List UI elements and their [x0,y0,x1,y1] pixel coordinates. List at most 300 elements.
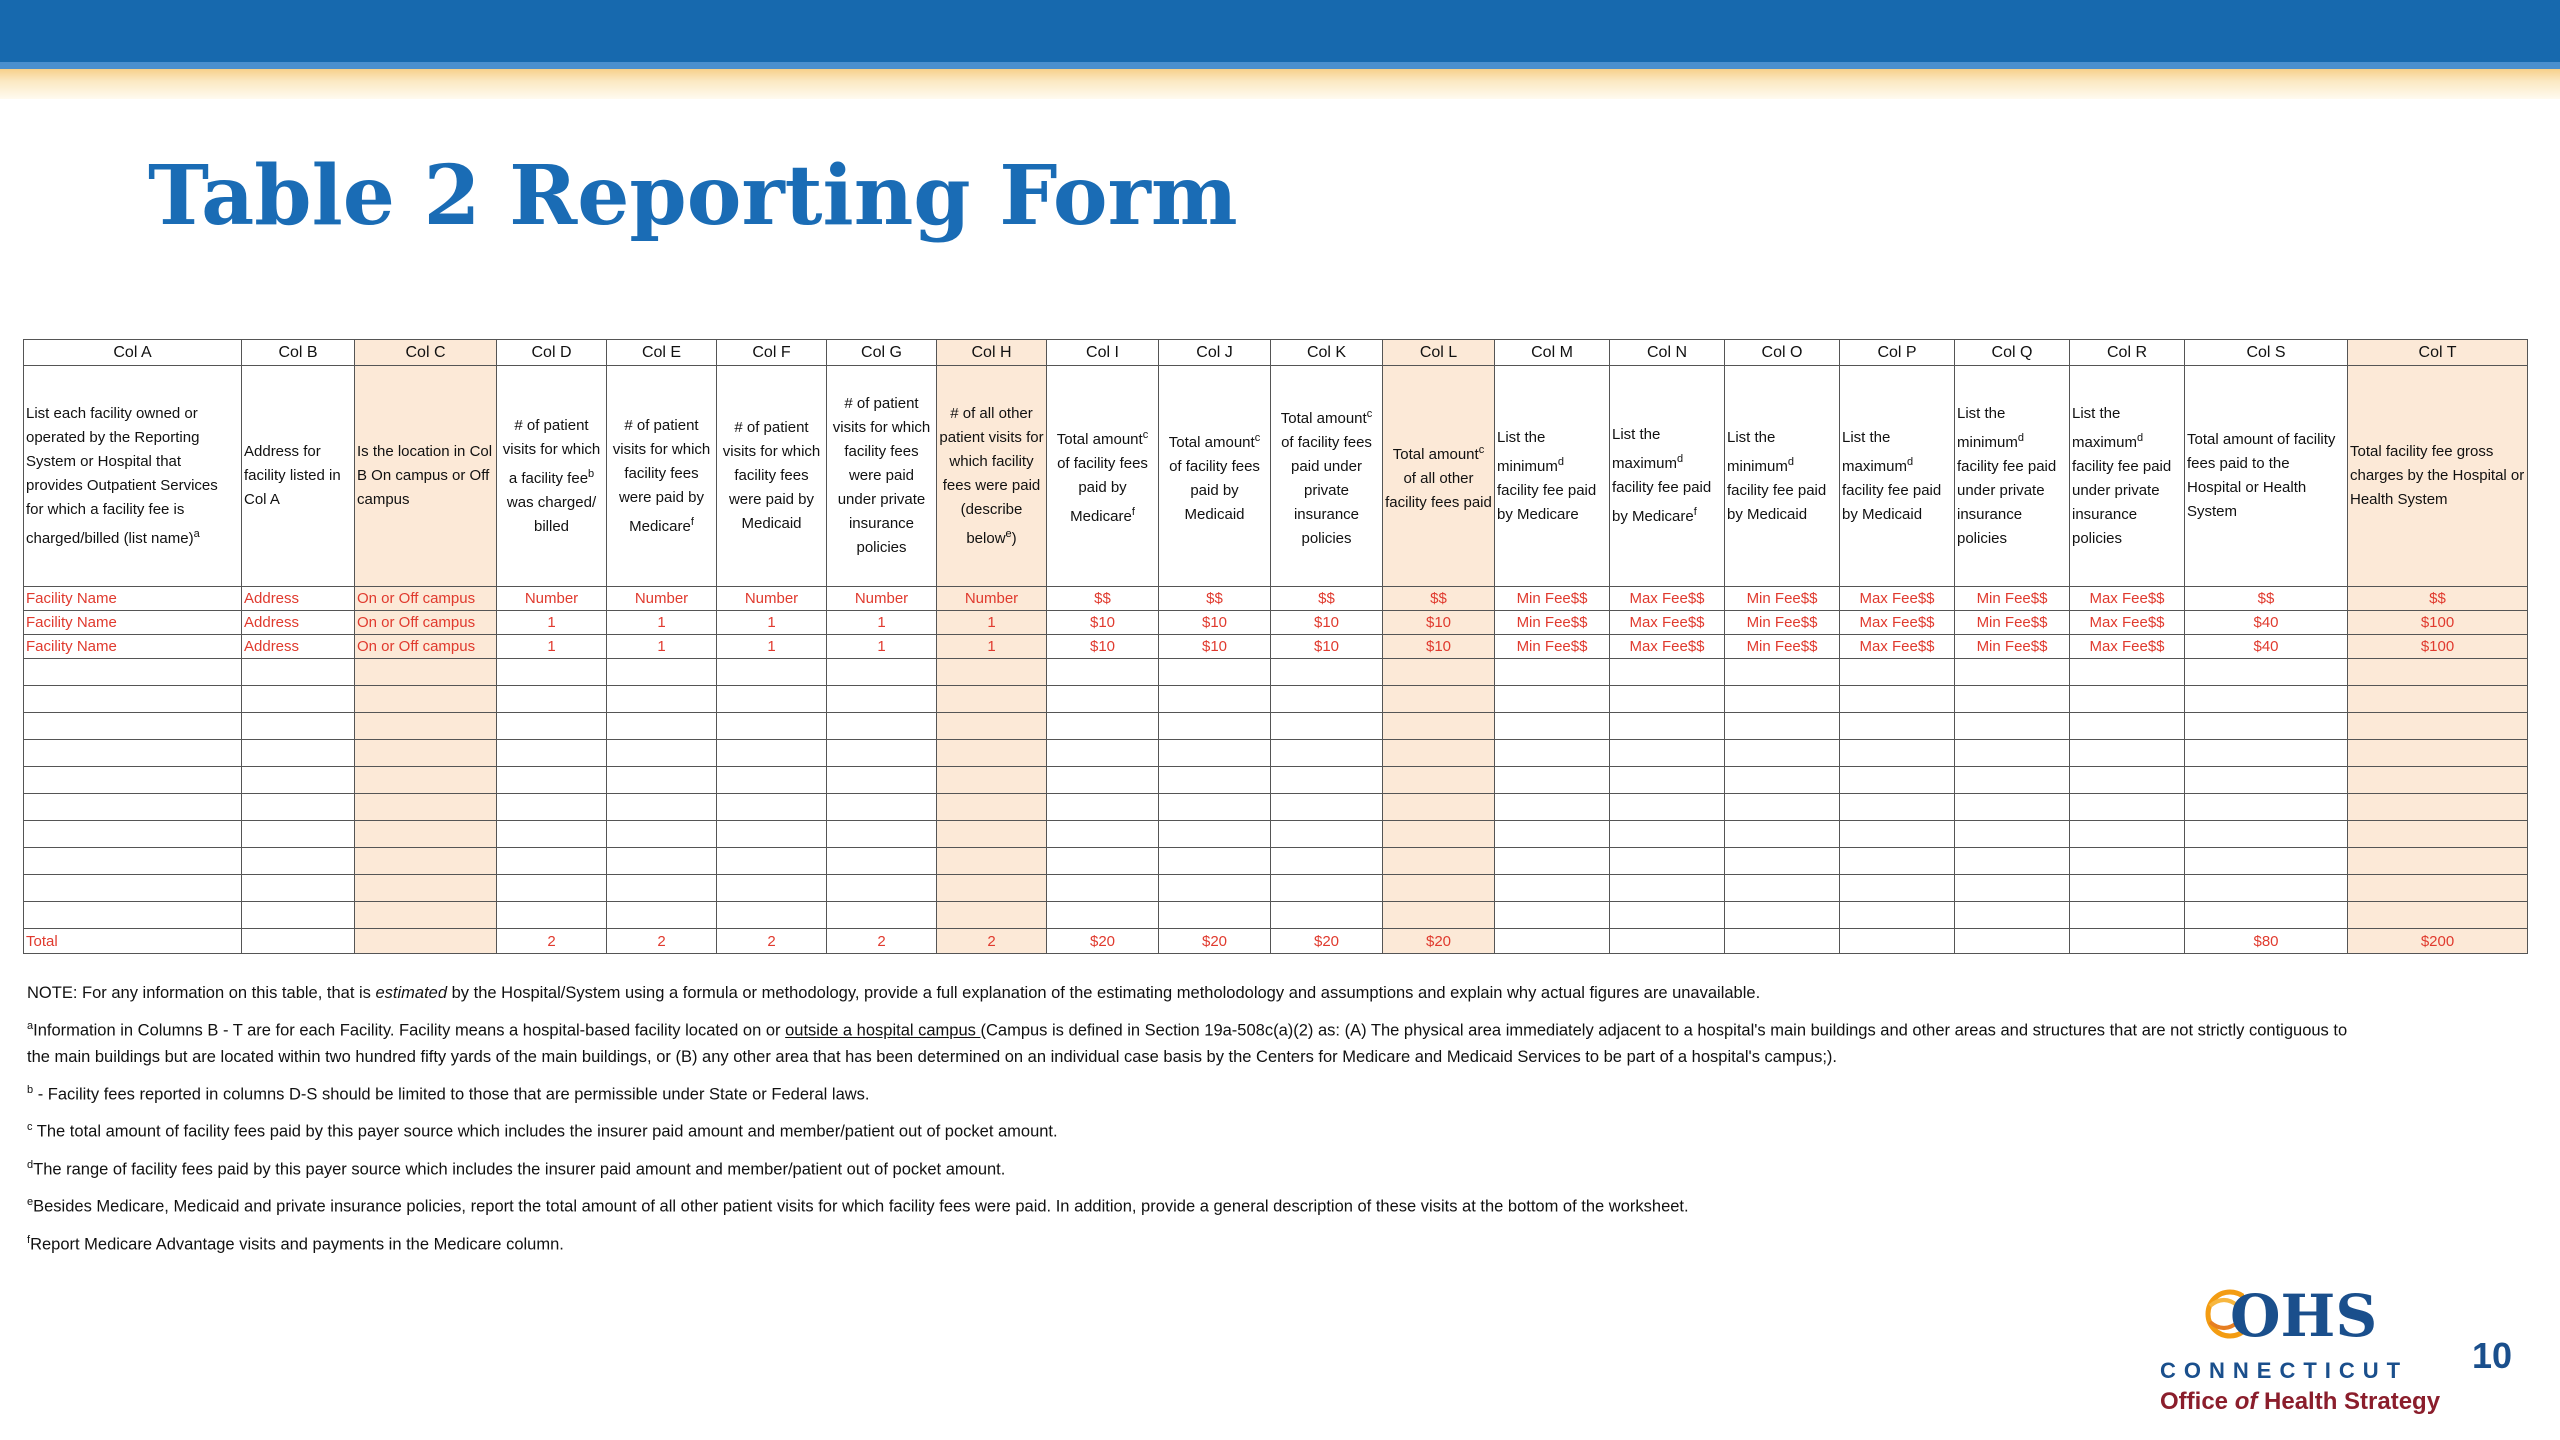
total-cell[interactable]: Total [24,929,242,954]
table-cell[interactable]: Number [497,587,607,611]
total-cell[interactable]: 2 [497,929,607,954]
table-cell[interactable]: Max Fee$$ [1840,587,1955,611]
empty-table-cell[interactable] [497,821,607,848]
table-cell[interactable]: Facility Name [24,611,242,635]
empty-table-cell[interactable] [1840,713,1955,740]
table-cell[interactable]: Address [242,611,355,635]
empty-table-cell[interactable] [2348,659,2528,686]
empty-table-cell[interactable] [1725,713,1840,740]
table-cell[interactable]: Min Fee$$ [1725,587,1840,611]
empty-table-cell[interactable] [355,875,497,902]
table-cell[interactable]: Min Fee$$ [1495,635,1610,659]
empty-table-cell[interactable] [1725,659,1840,686]
table-cell[interactable]: 1 [497,611,607,635]
column-description: # of all other patient visits for which facility fees were paid (describe below$^e$) [937,366,1047,587]
empty-table-cell[interactable] [2348,767,2528,794]
total-cell[interactable]: $80 [2185,929,2348,954]
empty-table-cell[interactable] [355,659,497,686]
empty-table-cell[interactable] [1495,875,1610,902]
empty-table-cell[interactable] [2070,848,2185,875]
empty-table-cell[interactable] [2185,686,2348,713]
empty-table-cell[interactable] [1047,767,1159,794]
empty-table-cell[interactable] [1495,659,1610,686]
empty-table-cell[interactable] [827,794,937,821]
empty-table-cell[interactable] [1271,686,1383,713]
empty-table-cell[interactable] [355,794,497,821]
empty-table-cell[interactable] [1271,740,1383,767]
table-cell[interactable]: 1 [497,635,607,659]
empty-table-cell[interactable] [1495,686,1610,713]
empty-table-cell[interactable] [1840,767,1955,794]
table-cell[interactable]: $$ [1047,587,1159,611]
total-cell[interactable]: $20 [1271,929,1383,954]
empty-table-cell[interactable] [355,767,497,794]
empty-table-cell[interactable] [827,821,937,848]
total-cell[interactable]: 2 [827,929,937,954]
empty-table-cell[interactable] [2348,848,2528,875]
empty-table-cell[interactable] [1383,713,1495,740]
total-cell[interactable] [1725,929,1840,954]
footnote-b: $^b$ - Facility fees reported in columns D-S should be limited to those that are permissible under State or Federal laws. [27,1083,870,1103]
empty-table-cell[interactable] [1955,659,2070,686]
table-cell[interactable]: Max Fee$$ [2070,635,2185,659]
empty-table-cell[interactable] [355,821,497,848]
table-cell[interactable]: 1 [827,611,937,635]
empty-table-cell[interactable] [24,875,242,902]
empty-table-cell[interactable] [1840,794,1955,821]
empty-table-cell[interactable] [2348,902,2528,929]
empty-table-cell[interactable] [1725,794,1840,821]
empty-table-cell[interactable] [24,794,242,821]
table-cell[interactable]: 1 [827,635,937,659]
empty-table-cell[interactable] [607,848,717,875]
table-cell[interactable]: $$ [1271,587,1383,611]
empty-table-cell[interactable] [827,659,937,686]
empty-table-cell[interactable] [1610,686,1725,713]
table-cell[interactable]: Max Fee$$ [1610,587,1725,611]
empty-table-cell[interactable] [2185,659,2348,686]
table-cell[interactable]: On or Off campus [355,635,497,659]
empty-table-cell[interactable] [827,713,937,740]
empty-table-cell[interactable] [1383,848,1495,875]
empty-table-cell[interactable] [497,740,607,767]
empty-table-cell[interactable] [1955,686,2070,713]
empty-table-cell[interactable] [1159,902,1271,929]
empty-table-cell[interactable] [242,875,355,902]
table-cell[interactable]: Min Fee$$ [1725,635,1840,659]
empty-table-cell[interactable] [937,686,1047,713]
table-cell[interactable]: $10 [1271,611,1383,635]
empty-table-cell[interactable] [2070,902,2185,929]
empty-table-cell[interactable] [1271,902,1383,929]
empty-table-cell[interactable] [1840,875,1955,902]
table-cell[interactable]: $10 [1047,635,1159,659]
outside-campus-link[interactable]: outside a hospital campus [785,1021,981,1040]
total-cell[interactable] [1495,929,1610,954]
empty-table-cell[interactable] [1725,740,1840,767]
table-cell[interactable]: Max Fee$$ [2070,587,2185,611]
empty-table-cell[interactable] [242,659,355,686]
empty-table-cell[interactable] [1725,767,1840,794]
empty-table-cell[interactable] [1725,902,1840,929]
empty-table-cell[interactable] [2185,713,2348,740]
empty-table-cell[interactable] [1955,767,2070,794]
empty-table-cell[interactable] [1725,875,1840,902]
empty-table-cell[interactable] [1271,848,1383,875]
table-cell[interactable]: Address [242,635,355,659]
table-cell[interactable]: Min Fee$$ [1725,611,1840,635]
empty-table-cell[interactable] [2070,875,2185,902]
empty-table-cell[interactable] [607,713,717,740]
empty-table-cell[interactable] [607,875,717,902]
empty-table-cell[interactable] [1955,713,2070,740]
empty-table-cell[interactable] [242,713,355,740]
table-cell[interactable]: Facility Name [24,635,242,659]
table-cell[interactable]: Min Fee$$ [1495,611,1610,635]
table-row [24,635,2528,659]
empty-table-cell[interactable] [1610,902,1725,929]
empty-table-cell[interactable] [1383,875,1495,902]
empty-table-cell[interactable] [355,740,497,767]
empty-table-cell[interactable] [2185,821,2348,848]
empty-table-cell[interactable] [1159,686,1271,713]
table-cell[interactable]: Min Fee$$ [1955,635,2070,659]
empty-table-cell[interactable] [1610,659,1725,686]
empty-table-cell[interactable] [1271,713,1383,740]
column-description: Total amount$^c$ of facility fees paid under private insurance policies [1271,366,1383,587]
empty-table-cell[interactable] [1271,794,1383,821]
empty-table-cell[interactable] [242,848,355,875]
table-cell[interactable]: $$ [2348,587,2528,611]
empty-table-cell[interactable] [1159,848,1271,875]
empty-table-cell[interactable] [717,686,827,713]
empty-table-cell[interactable] [827,740,937,767]
total-cell[interactable]: 2 [607,929,717,954]
empty-table-cell[interactable] [1383,686,1495,713]
empty-table-cell[interactable] [1610,794,1725,821]
total-cell[interactable]: $20 [1047,929,1159,954]
empty-table-cell[interactable] [717,848,827,875]
empty-table-cell[interactable] [1159,794,1271,821]
empty-table-cell[interactable] [1383,740,1495,767]
column-description: # of patient visits for which facility fees were paid under private insurance policies [827,366,937,587]
empty-table-cell[interactable] [497,875,607,902]
footnote-c: $^c$ The total amount of facility fees paid by this payer source which includes the insurer paid amount and member/patient out of pocket amount. [27,1121,1058,1141]
table-cell[interactable]: $40 [2185,635,2348,659]
empty-table-cell[interactable] [1610,740,1725,767]
empty-table-cell[interactable] [355,848,497,875]
empty-table-cell[interactable] [1047,794,1159,821]
empty-table-cell[interactable] [717,659,827,686]
empty-table-cell[interactable] [1955,848,2070,875]
column-description: List the minimum$^d$ facility fee paid under private insurance policies [1955,366,2070,587]
empty-table-cell[interactable] [1383,821,1495,848]
empty-table-cell[interactable] [2348,686,2528,713]
empty-table-row [24,848,2528,875]
empty-table-cell[interactable] [2185,794,2348,821]
empty-table-cell[interactable] [2070,767,2185,794]
table-cell[interactable]: Number [717,587,827,611]
total-cell[interactable]: $20 [1159,929,1271,954]
empty-table-cell[interactable] [24,902,242,929]
empty-table-cell[interactable] [1271,659,1383,686]
total-cell[interactable]: 2 [717,929,827,954]
empty-table-cell[interactable] [827,767,937,794]
empty-table-cell[interactable] [1159,821,1271,848]
empty-table-cell[interactable] [2185,740,2348,767]
empty-table-cell[interactable] [497,713,607,740]
empty-table-cell[interactable] [1047,875,1159,902]
empty-table-cell[interactable] [1610,875,1725,902]
empty-table-cell[interactable] [2348,713,2528,740]
empty-table-cell[interactable] [717,767,827,794]
empty-table-cell[interactable] [1955,821,2070,848]
empty-table-cell[interactable] [2348,740,2528,767]
empty-table-cell[interactable] [1840,740,1955,767]
empty-table-cell[interactable] [1159,767,1271,794]
empty-table-cell[interactable] [607,686,717,713]
empty-table-cell[interactable] [937,767,1047,794]
column-description-row [24,366,2528,587]
empty-table-cell[interactable] [1610,767,1725,794]
empty-table-cell[interactable] [1840,902,1955,929]
empty-table-cell[interactable] [607,740,717,767]
table-cell[interactable]: $$ [2185,587,2348,611]
empty-table-cell[interactable] [24,659,242,686]
table-cell[interactable]: $40 [2185,611,2348,635]
table-cell[interactable]: $10 [1383,635,1495,659]
table-cell[interactable]: Number [607,587,717,611]
column-header: Col F [717,340,827,366]
empty-table-cell[interactable] [1495,767,1610,794]
table-cell[interactable]: Max Fee$$ [1610,635,1725,659]
total-cell[interactable] [355,929,497,954]
empty-table-cell[interactable] [1159,875,1271,902]
page-title: Table 2 Reporting Form [148,148,1238,244]
table-cell[interactable]: $10 [1383,611,1495,635]
total-cell[interactable]: 2 [937,929,1047,954]
empty-table-cell[interactable] [24,686,242,713]
total-cell[interactable] [1840,929,1955,954]
total-cell[interactable]: $20 [1383,929,1495,954]
empty-table-cell[interactable] [355,902,497,929]
empty-table-cell[interactable] [607,659,717,686]
empty-table-cell[interactable] [497,794,607,821]
empty-table-cell[interactable] [1725,686,1840,713]
empty-table-cell[interactable] [1047,686,1159,713]
column-description: Total amount$^c$ of facility fees paid by Medicare$^f$ [1047,366,1159,587]
empty-table-cell[interactable] [242,767,355,794]
empty-table-cell[interactable] [1159,740,1271,767]
empty-table-cell[interactable] [717,713,827,740]
empty-table-cell[interactable] [607,767,717,794]
table-cell[interactable]: Number [827,587,937,611]
empty-table-cell[interactable] [2348,821,2528,848]
empty-table-cell[interactable] [607,821,717,848]
table-cell[interactable]: Min Fee$$ [1955,611,2070,635]
empty-table-cell[interactable] [1047,740,1159,767]
empty-table-cell[interactable] [1955,875,2070,902]
empty-table-cell[interactable] [355,686,497,713]
empty-table-cell[interactable] [2185,875,2348,902]
empty-table-cell[interactable] [607,794,717,821]
empty-table-cell[interactable] [937,821,1047,848]
empty-table-cell[interactable] [242,902,355,929]
empty-table-cell[interactable] [1610,821,1725,848]
table-cell[interactable]: $10 [1159,635,1271,659]
empty-table-cell[interactable] [1383,767,1495,794]
empty-table-cell[interactable] [1047,713,1159,740]
table-cell[interactable]: Address [242,587,355,611]
empty-table-cell[interactable] [2185,848,2348,875]
table-cell[interactable]: On or Off campus [355,611,497,635]
empty-table-cell[interactable] [1955,902,2070,929]
table-cell[interactable]: Number [937,587,1047,611]
empty-table-cell[interactable] [1383,794,1495,821]
empty-table-cell[interactable] [1383,902,1495,929]
empty-table-cell[interactable] [1271,767,1383,794]
total-cell[interactable] [1955,929,2070,954]
empty-table-cell[interactable] [242,740,355,767]
empty-table-cell[interactable] [1495,740,1610,767]
empty-table-cell[interactable] [2070,821,2185,848]
table-cell[interactable]: 1 [607,635,717,659]
empty-table-cell[interactable] [827,848,937,875]
empty-table-cell[interactable] [24,848,242,875]
total-cell[interactable] [1610,929,1725,954]
empty-table-cell[interactable] [607,902,717,929]
empty-table-cell[interactable] [1383,659,1495,686]
table-cell[interactable]: 1 [937,635,1047,659]
empty-table-cell[interactable] [1610,848,1725,875]
empty-table-cell[interactable] [827,875,937,902]
empty-table-cell[interactable] [717,794,827,821]
table-cell[interactable]: Max Fee$$ [1840,635,1955,659]
total-cell[interactable] [242,929,355,954]
column-header: Col Q [1955,340,2070,366]
empty-table-cell[interactable] [717,902,827,929]
empty-table-cell[interactable] [24,740,242,767]
table-cell[interactable]: 1 [717,611,827,635]
empty-table-cell[interactable] [497,902,607,929]
table-cell[interactable]: 1 [607,611,717,635]
empty-table-cell[interactable] [2348,875,2528,902]
empty-table-cell[interactable] [937,875,1047,902]
empty-table-cell[interactable] [1047,659,1159,686]
empty-table-cell[interactable] [1610,713,1725,740]
empty-table-cell[interactable] [1725,848,1840,875]
empty-table-cell[interactable] [1725,821,1840,848]
total-cell[interactable] [2070,929,2185,954]
table-cell[interactable]: Max Fee$$ [1840,611,1955,635]
empty-table-cell[interactable] [24,713,242,740]
empty-table-cell[interactable] [937,794,1047,821]
empty-table-cell[interactable] [242,794,355,821]
empty-table-cell[interactable] [937,848,1047,875]
empty-table-cell[interactable] [1159,659,1271,686]
empty-table-cell[interactable] [1955,740,2070,767]
empty-table-cell[interactable] [1159,713,1271,740]
column-header: Col P [1840,340,1955,366]
empty-table-cell[interactable] [2070,659,2185,686]
empty-table-cell[interactable] [2070,740,2185,767]
empty-table-cell[interactable] [1840,686,1955,713]
empty-table-cell[interactable] [1271,821,1383,848]
empty-table-cell[interactable] [2348,794,2528,821]
empty-table-cell[interactable] [2070,686,2185,713]
total-cell[interactable]: $200 [2348,929,2528,954]
table-cell[interactable]: 1 [717,635,827,659]
empty-table-cell[interactable] [1495,713,1610,740]
empty-table-cell[interactable] [242,686,355,713]
table-cell[interactable]: $10 [1159,611,1271,635]
empty-table-cell[interactable] [2185,767,2348,794]
column-description: Total amount$^c$ of facility fees paid by Medicaid [1159,366,1271,587]
empty-table-cell[interactable] [1955,794,2070,821]
empty-table-cell[interactable] [717,821,827,848]
table-cell[interactable]: $100 [2348,611,2528,635]
empty-table-cell[interactable] [24,767,242,794]
empty-table-cell[interactable] [827,902,937,929]
empty-table-cell[interactable] [497,848,607,875]
empty-table-cell[interactable] [24,821,242,848]
empty-table-cell[interactable] [242,821,355,848]
table-cell[interactable]: On or Off campus [355,587,497,611]
table-cell[interactable]: Facility Name [24,587,242,611]
table-cell[interactable]: Min Fee$$ [1495,587,1610,611]
empty-table-cell[interactable] [1840,821,1955,848]
table-cell[interactable]: Max Fee$$ [2070,611,2185,635]
empty-table-cell[interactable] [1495,794,1610,821]
empty-table-cell[interactable] [937,713,1047,740]
empty-table-cell[interactable] [937,902,1047,929]
empty-table-cell[interactable] [2070,794,2185,821]
table-cell[interactable]: $100 [2348,635,2528,659]
table-cell[interactable]: $$ [1383,587,1495,611]
empty-table-cell[interactable] [1047,902,1159,929]
empty-table-cell[interactable] [497,659,607,686]
empty-table-cell[interactable] [1047,821,1159,848]
table-cell[interactable]: $10 [1047,611,1159,635]
table-cell[interactable]: $10 [1271,635,1383,659]
empty-table-cell[interactable] [2070,713,2185,740]
empty-table-cell[interactable] [827,686,937,713]
column-description: # of patient visits for which facility fees were paid by Medicaid [717,366,827,587]
empty-table-cell[interactable] [2185,902,2348,929]
note-estimated: NOTE: For any information on this table, that is estimated by the Hospital/System using a formula or methodology, provide a full explanation of the estimating metholodology and assumptions and explain why actual figures are unavailable. [27,984,1761,1002]
empty-table-cell[interactable] [1047,848,1159,875]
table-cell[interactable]: 1 [937,611,1047,635]
table-cell[interactable]: Max Fee$$ [1610,611,1725,635]
empty-table-cell[interactable] [717,875,827,902]
empty-table-cell[interactable] [1495,902,1610,929]
column-description: Total amount$^c$ of all other facility fees paid [1383,366,1495,587]
footnote-d: $^d$The range of facility fees paid by this payer source which includes the insurer paid amount and member/patient out of pocket amount. [27,1158,1006,1178]
empty-table-cell[interactable] [497,767,607,794]
empty-table-cell[interactable] [937,659,1047,686]
empty-table-cell[interactable] [1495,848,1610,875]
empty-table-cell[interactable] [1840,848,1955,875]
table-cell[interactable]: $$ [1159,587,1271,611]
empty-table-cell[interactable] [1495,821,1610,848]
table-cell[interactable]: Min Fee$$ [1955,587,2070,611]
empty-table-cell[interactable] [717,740,827,767]
empty-table-cell[interactable] [355,713,497,740]
empty-table-cell[interactable] [497,686,607,713]
empty-table-cell[interactable] [937,740,1047,767]
empty-table-cell[interactable] [1271,875,1383,902]
empty-table-cell[interactable] [1840,659,1955,686]
